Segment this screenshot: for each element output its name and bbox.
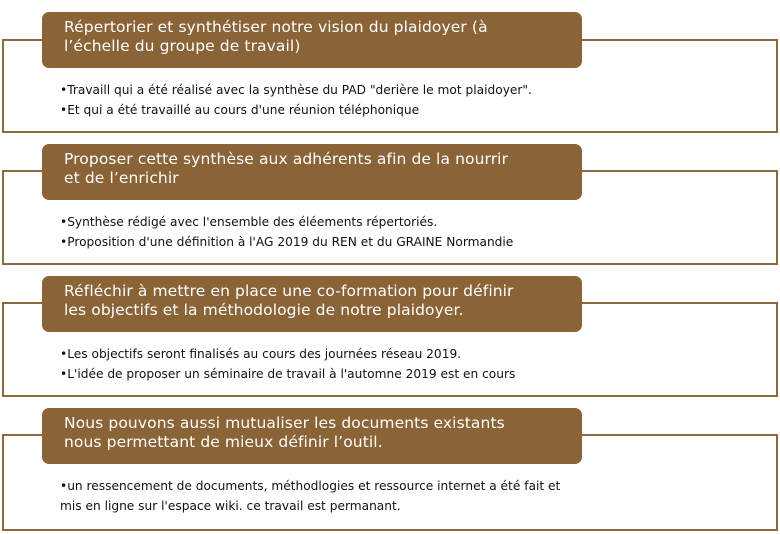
- step-bullets-3: [60, 344, 740, 384]
- bullet-item: •Proposition d'une définition à l'AG 2019 du REN et du GRAINE Normandie: [60, 235, 514, 249]
- bullet-item: •Et qui a été travaillé au cours d'une réunion téléphonique: [60, 103, 420, 117]
- step-title-line: les objectifs et la méthodologie de notre plaidoyer.: [64, 301, 464, 319]
- step-bullets-4: [60, 476, 740, 516]
- bullet-item: •Synthèse rédigé avec l'ensemble des éléements répertoriés.: [60, 215, 438, 229]
- step-title-line: Nous pouvons aussi mutualiser les documents existants: [64, 414, 505, 432]
- bullet-item: mis en ligne sur l'espace wiki. ce travail est permanant.: [60, 499, 401, 513]
- step-header-3: [42, 276, 582, 332]
- step-title-line: l’échelle du groupe de travail): [64, 37, 301, 55]
- step-bullets-2: [60, 212, 740, 252]
- bullet-item: •Les objectifs seront finalisés au cours des journées réseau 2019.: [60, 347, 462, 361]
- step-title-line: et de l’enrichir: [64, 169, 179, 187]
- step-title-line: Réfléchir à mettre en place une co-formation pour définir: [64, 282, 514, 300]
- bullet-item: •un ressencement de documents, méthodlogies et ressource internet a été fait et: [60, 479, 561, 493]
- step-title-line: Répertorier et synthétiser notre vision du plaidoyer (à: [64, 18, 488, 36]
- bullet-item: •L'idée de proposer un séminaire de travail à l'automne 2019 est en cours: [60, 367, 516, 381]
- step-header-1: [42, 12, 582, 68]
- step-title-line: nous permettant de mieux définir l’outil.: [64, 433, 383, 451]
- step-header-4: [42, 408, 582, 464]
- step-bullets-1: [60, 80, 740, 120]
- step-title-line: Proposer cette synthèse aux adhérents afin de la nourrir: [64, 150, 509, 168]
- bullet-item: •Travaill qui a été réalisé avec la synthèse du PAD "derière le mot plaidoyer".: [60, 83, 532, 97]
- step-header-2: [42, 144, 582, 200]
